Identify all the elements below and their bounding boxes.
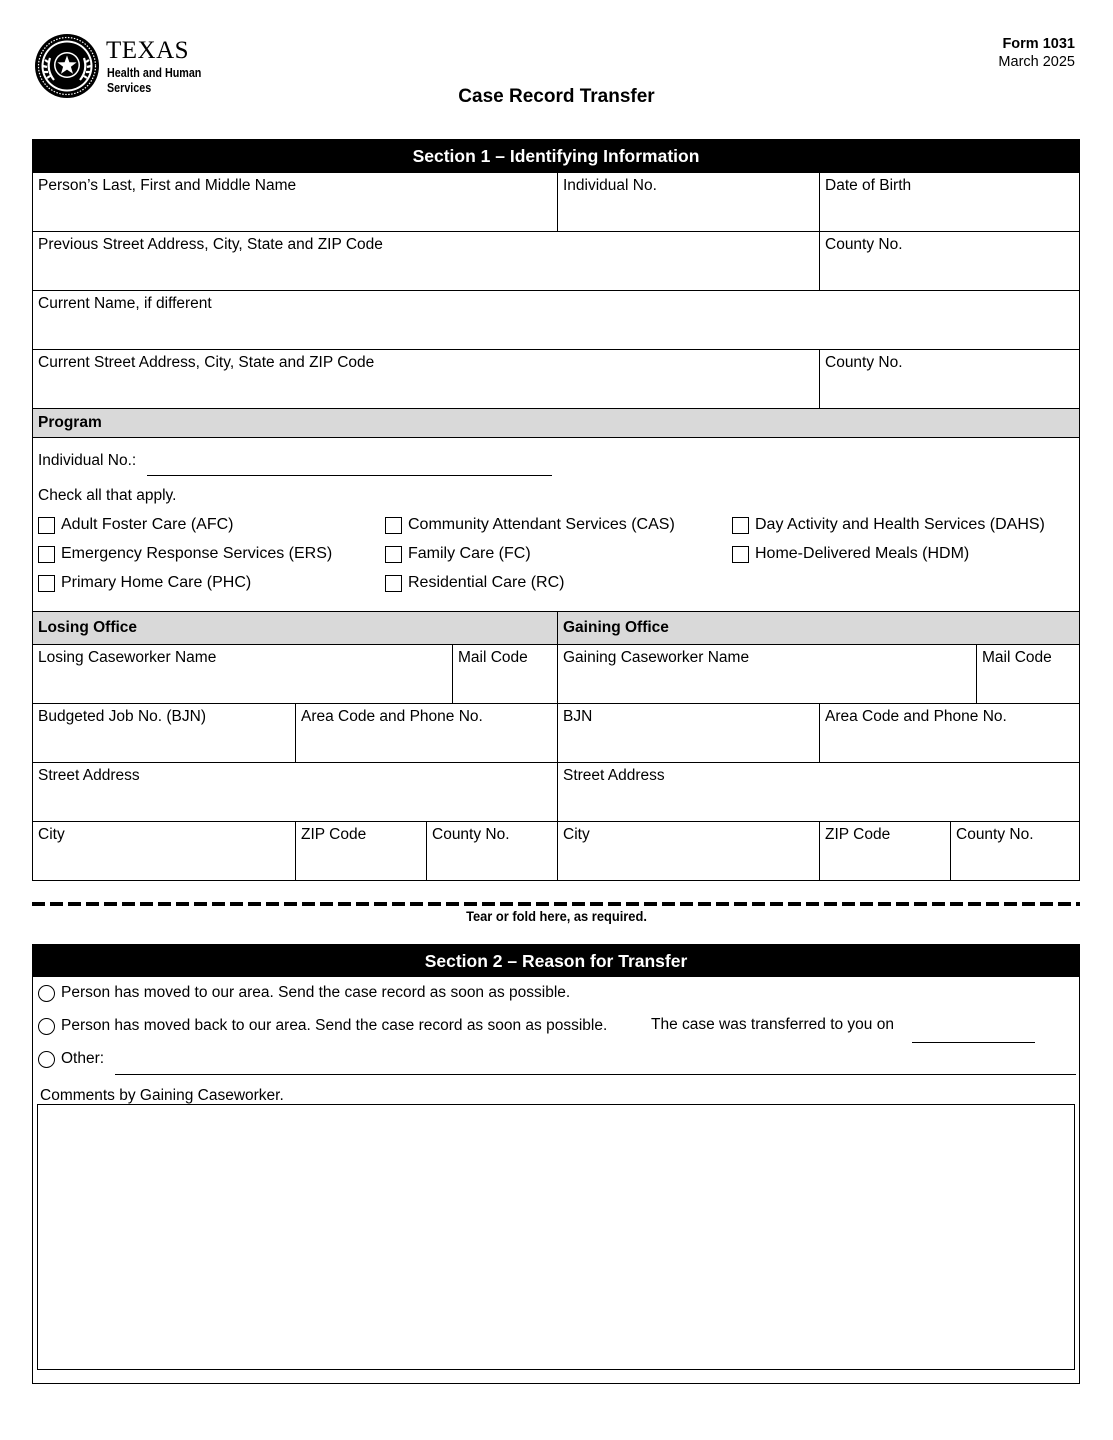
field-label: County No. [956,826,1034,843]
program-option-phc[interactable] [38,574,251,592]
logo-wordmark-line3: Services [107,81,152,95]
reason-option-other[interactable] [38,1050,104,1068]
losing-street-address-field[interactable] [33,763,557,821]
program-option-rc[interactable] [385,574,565,592]
field-label: Area Code and Phone No. [301,708,483,725]
losing-caseworker-name-field[interactable] [33,645,452,703]
gaining-city-field[interactable] [557,822,819,880]
person-name-field[interactable] [33,173,557,231]
current-county-no-field[interactable] [819,350,1079,408]
field-label: BJN [563,708,593,725]
checkbox-icon[interactable] [385,575,402,592]
field-label: Previous Street Address, City, State and ZIP Code [38,236,383,253]
field-label: County No. [825,236,903,253]
comments-label: Comments by Gaining Caseworker. [40,1087,284,1104]
field-label: Street Address [38,767,140,784]
logo-wordmark-texas: TEXAS [106,37,190,64]
field-label: Date of Birth [825,177,912,194]
checkbox-label: Family Care (FC) [408,545,531,562]
field-label: Mail Code [458,649,528,666]
logo-wordmark-line2: Health and Human [107,66,202,80]
reason-option-moved-to-area[interactable] [38,984,570,1002]
field-label: Area Code and Phone No. [825,708,1007,725]
program-option-fc[interactable] [385,545,531,563]
program-individual-no-input[interactable] [147,475,552,476]
field-label: Street Address [563,767,665,784]
form-row [33,349,1079,408]
field-label: Gaining Caseworker Name [563,649,750,666]
field-label: Losing Caseworker Name [38,649,217,666]
office-headings-row [33,611,1079,644]
form-identifier [998,35,1075,71]
checkbox-icon[interactable] [732,517,749,534]
page-title: Case Record Transfer [458,86,655,107]
gaining-office-heading: Gaining Office [557,612,1079,644]
radio-button-icon[interactable] [38,985,55,1002]
checkbox-icon[interactable] [732,546,749,563]
program-individual-no-label: Individual No.: [38,452,137,469]
checkbox-label: Adult Foster Care (AFC) [61,516,234,533]
losing-phone-field[interactable] [295,704,557,762]
form-revision-date: March 2025 [998,54,1075,70]
form-row [33,821,1079,880]
checkbox-label: Community Attendant Services (CAS) [408,516,675,533]
transferred-on-date-input[interactable] [912,1042,1035,1043]
checkbox-label: Home-Delivered Meals (HDM) [755,545,970,562]
radio-label: Other: [61,1050,105,1067]
field-label: Mail Code [982,649,1052,666]
losing-office-heading: Losing Office [38,619,138,636]
field-label: Current Name, if different [38,295,212,312]
program-option-ers[interactable] [38,545,332,563]
other-reason-input[interactable] [115,1074,1076,1075]
form-row [33,644,1079,703]
checkbox-label: Primary Home Care (PHC) [61,574,252,591]
field-label: Current Street Address, City, State and ZIP Code [38,354,375,371]
checkbox-icon[interactable] [385,517,402,534]
checkbox-icon[interactable] [38,575,55,592]
previous-address-field[interactable] [33,232,819,290]
gaining-zip-field[interactable] [819,822,950,880]
gaining-county-no-field[interactable] [950,822,1079,880]
current-address-field[interactable] [33,350,819,408]
losing-bjn-field[interactable] [33,704,295,762]
date-of-birth-field[interactable] [819,173,1079,231]
program-option-hdm[interactable] [732,545,969,563]
tear-fold-instruction: Tear or fold here, as required. [466,908,647,924]
checkbox-label: Emergency Response Services (ERS) [61,545,333,562]
check-all-instruction: Check all that apply. [38,487,177,504]
losing-county-no-field[interactable] [426,822,557,880]
field-label: County No. [825,354,903,371]
comments-textarea[interactable] [37,1104,1075,1370]
program-option-afc[interactable] [38,516,233,534]
section-1-heading: Section 1 – Identifying Information [33,140,1079,172]
field-label: City [563,826,590,843]
program-section [33,437,1079,611]
field-label: ZIP Code [825,826,891,843]
radio-button-icon[interactable] [38,1051,55,1068]
radio-label: Person has moved back to our area. Send the case record as soon as possible. [61,1017,608,1034]
radio-button-icon[interactable] [38,1018,55,1035]
field-label: Person’s Last, First and Middle Name [38,177,297,194]
gaining-mail-code-field[interactable] [976,645,1079,703]
gaining-caseworker-name-field[interactable] [557,645,976,703]
field-label: ZIP Code [301,826,367,843]
radio-label: Person has moved to our area. Send the case record as soon as possible. [61,984,571,1001]
gaining-phone-field[interactable] [819,704,1079,762]
checkbox-icon[interactable] [38,546,55,563]
losing-city-field[interactable] [33,822,295,880]
section-2-body [33,977,1079,1383]
individual-no-field[interactable] [557,173,819,231]
losing-zip-field[interactable] [295,822,426,880]
checkbox-icon[interactable] [385,546,402,563]
section-2-reason-for-transfer [32,944,1080,1384]
field-label: County No. [432,826,510,843]
current-name-field[interactable] [33,291,1079,349]
checkbox-label: Residential Care (RC) [408,574,565,591]
form-row [33,290,1079,349]
program-option-cas[interactable] [385,516,675,534]
gaining-street-address-field[interactable] [557,763,1079,821]
form-row [33,231,1079,290]
form-row [33,703,1079,762]
transferred-on-label: The case was transferred to you on [651,1016,894,1033]
checkbox-label: Day Activity and Health Services (DAHS) [755,516,1045,533]
field-label: Budgeted Job No. (BJN) [38,708,207,725]
program-option-dahs[interactable] [732,516,1045,534]
reason-option-moved-back[interactable] [38,1017,607,1035]
previous-county-no-field[interactable] [819,232,1079,290]
section-2-heading: Section 2 – Reason for Transfer [33,945,1079,977]
section-1-identifying-information [32,139,1080,881]
checkbox-icon[interactable] [38,517,55,534]
tear-fold-dashed-line [32,902,1080,906]
form-number: Form 1031 [1002,36,1075,52]
gaining-bjn-field[interactable] [557,704,819,762]
form-row [33,172,1079,231]
program-heading: Program [33,408,1079,437]
field-label: City [38,826,65,843]
losing-mail-code-field[interactable] [452,645,557,703]
form-row [33,762,1079,821]
field-label: Individual No. [563,177,657,194]
